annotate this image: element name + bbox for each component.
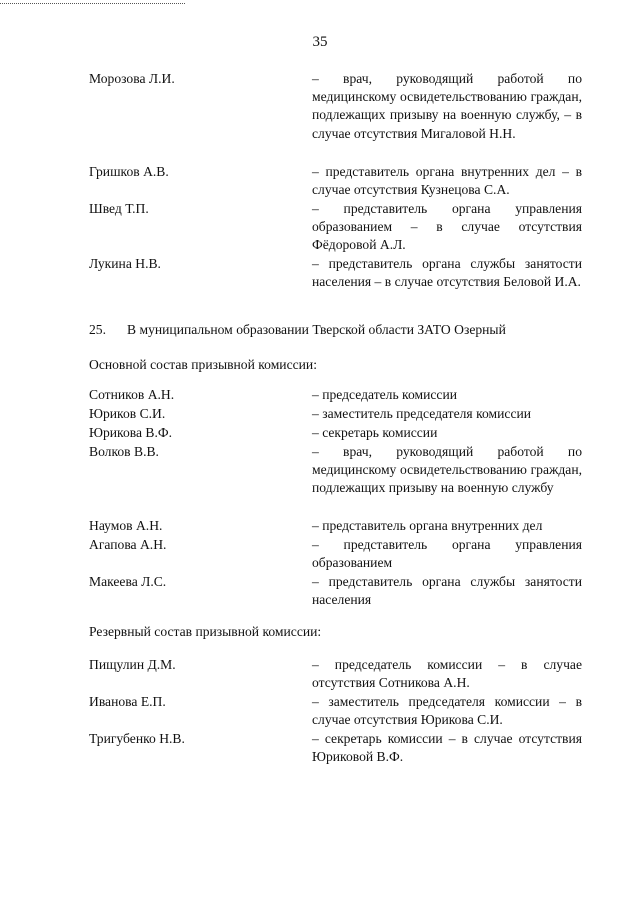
member-row: [89, 163, 582, 200]
member-row: [89, 693, 582, 730]
member-row: [89, 255, 582, 310]
reserve-composition-list: [89, 656, 582, 767]
member-name: Сотников А.Н.: [89, 387, 175, 402]
member-name: Юриков С.И.: [89, 406, 166, 421]
top-edge-line: [0, 3, 185, 4]
member-role: – представитель органа внутренних дел – в случае отсутствия Кузнецова С.А.: [312, 164, 582, 198]
member-role: – секретарь комиссии: [312, 425, 438, 440]
member-name: Агапова А.Н.: [89, 537, 167, 552]
member-row: [89, 730, 582, 767]
member-role: – заместитель председателя комиссии – в случае отсутствия Юрикова С.И.: [312, 694, 582, 728]
member-row: [89, 200, 582, 255]
member-row: [89, 424, 582, 443]
member-list-continued: [89, 70, 582, 310]
member-role: – представитель органа управления образованием: [312, 537, 582, 571]
member-name: Лукина Н.В.: [89, 256, 161, 271]
member-name: Юрикова В.Ф.: [89, 425, 173, 440]
reserve-composition-heading: Резервный состав призывной комиссии:: [89, 624, 322, 639]
member-name: Макеева Л.С.: [89, 574, 167, 589]
member-name: Иванова Е.П.: [89, 694, 166, 709]
member-role: – представитель органа службы занятости населения: [312, 574, 582, 608]
member-name: Швед Т.П.: [89, 201, 149, 216]
member-role: – врач, руководящий работой по медицинскому освидетельствованию граждан, подлежащих призыву на военную службу, – в случае отсутствия Мигаловой Н.Н.: [312, 71, 582, 141]
member-role: – председатель комиссии: [312, 387, 457, 402]
section-number: 25.: [89, 322, 106, 337]
member-row: [89, 536, 582, 573]
main-composition-heading: Основной состав призывной комиссии:: [89, 357, 317, 372]
member-name: Морозова Л.И.: [89, 71, 175, 86]
member-role: – заместитель председателя комиссии: [312, 406, 532, 421]
main-composition-list: [89, 386, 582, 610]
member-role: – врач, руководящий работой по медицинскому освидетельствованию граждан, подлежащих призыву на военную службу: [312, 444, 582, 496]
member-name: Гришков А.В.: [89, 164, 169, 179]
member-row: [89, 386, 582, 405]
member-role: – председатель комиссии – в случае отсутствия Сотникова А.Н.: [312, 657, 582, 691]
member-name: Волков В.В.: [89, 444, 159, 459]
member-name: Наумов А.Н.: [89, 518, 163, 533]
page-number: 35: [312, 34, 328, 50]
section-heading: [89, 321, 506, 339]
member-role: – секретарь комиссии – в случае отсутствия Юриковой В.Ф.: [312, 731, 582, 765]
section-title: В муниципальном образовании Тверской области ЗАТО Озерный: [127, 322, 506, 337]
member-row: [89, 443, 582, 517]
member-name: Пищулин Д.М.: [89, 657, 176, 672]
member-row: [89, 517, 582, 536]
member-role: – представитель органа внутренних дел: [312, 518, 543, 533]
member-row: [89, 656, 582, 693]
member-row: [89, 405, 582, 424]
member-row: [89, 573, 582, 610]
member-row: [89, 70, 582, 163]
member-role: – представитель органа службы занятости населения – в случае отсутствия Беловой И.А.: [312, 256, 582, 290]
member-name: Тригубенко Н.В.: [89, 731, 185, 746]
member-role: – представитель органа управления образованием – в случае отсутствия Фёдоровой А.Л.: [312, 201, 582, 253]
